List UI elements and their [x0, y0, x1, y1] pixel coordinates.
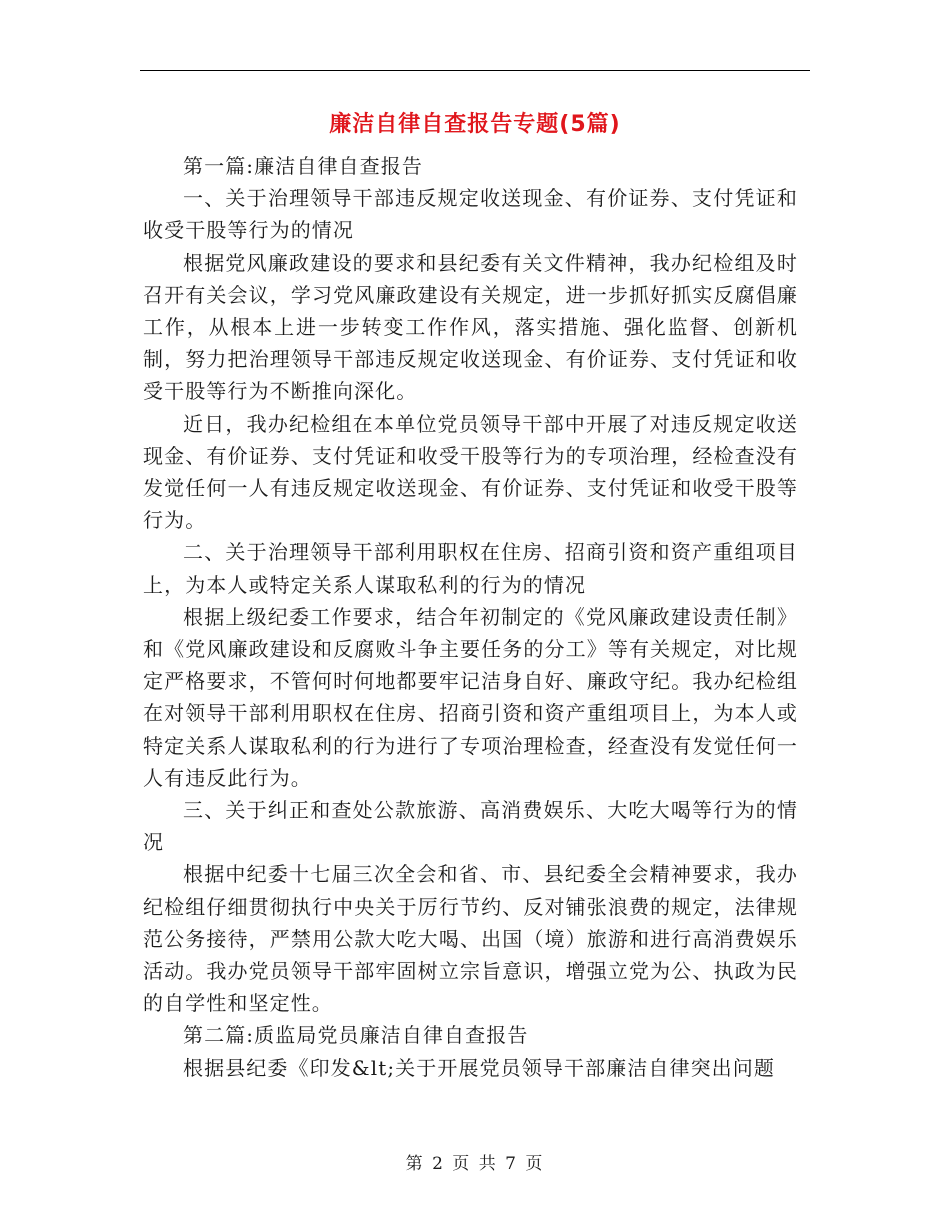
paragraph-3: 根据党风廉政建设的要求和县纪委有关文件精神，我办纪检组及时召开有关会议，学习党风廉政建设有关规定，进一步抓好抓实反腐倡廉工作，从根本上进一步转变工作作风，落实措施、强化监督、创新机制，努力把治理领导干部违反规定收送现金、有价证券、支付凭证和收受干股等行为不断推向深化。 [143, 250, 798, 404]
paragraph-5: 二、关于治理领导干部利用职权在住房、招商引资和资产重组项目上，为本人或特定关系人谋取私利的行为的情况 [143, 540, 798, 597]
document-body [143, 150, 798, 1084]
paragraph-6: 根据上级纪委工作要求，结合年初制定的《党风廉政建设责任制》和《党风廉政建设和反腐败斗争主要任务的分工》等有关规定，对比规定严格要求，不管何时何地都要牢记洁身自好、廉政守纪。我办纪检组在对领导干部利用职权在住房、招商引资和资产重组项目上，为本人或特定关系人谋取私利的行为进行了专项治理检查，经查没有发觉任何一人有违反此行为。 [143, 604, 798, 790]
paragraph-8: 根据中纪委十七届三次全会和省、市、县纪委全会精神要求，我办纪检组仔细贯彻执行中央关于厉行节约、反对铺张浪费的规定，法律规范公务接待，严禁用公款大吃大喝、出国（境）旅游和进行高消费娱乐活动。我办党员领导干部牢固树立宗旨意识，增强立党为公、执政为民的自学性和坚定性。 [143, 862, 798, 1016]
paragraph-2: 一、关于治理领导干部违反规定收送现金、有价证券、支付凭证和收受干股等行为的情况 [143, 186, 798, 243]
header-rule [140, 70, 810, 71]
page-number: 第 2 页 共 7 页 [405, 1154, 545, 1174]
paragraph-10: 根据县纪委《印发&lt;关于开展党员领导干部廉洁自律突出问题 [183, 1055, 775, 1080]
paragraph-4: 近日，我办纪检组在本单位党员领导干部中开展了对违反规定收送现金、有价证券、支付凭证和收受干股等行为的专项治理，经检查没有发觉任何一人有违反规定收送现金、有价证券、支付凭证和收受干股等行为。 [143, 411, 798, 533]
paragraph-1: 第一篇:廉洁自律自查报告 [183, 154, 423, 178]
paragraph-9: 第二篇:质监局党员廉洁自律自查报告 [183, 1023, 529, 1048]
paragraph-7: 三、关于纠正和查处公款旅游、高消费娱乐、大吃大喝等行为的情况 [143, 798, 798, 855]
document-title: 廉洁自律自查报告专题(5篇) [329, 112, 621, 137]
